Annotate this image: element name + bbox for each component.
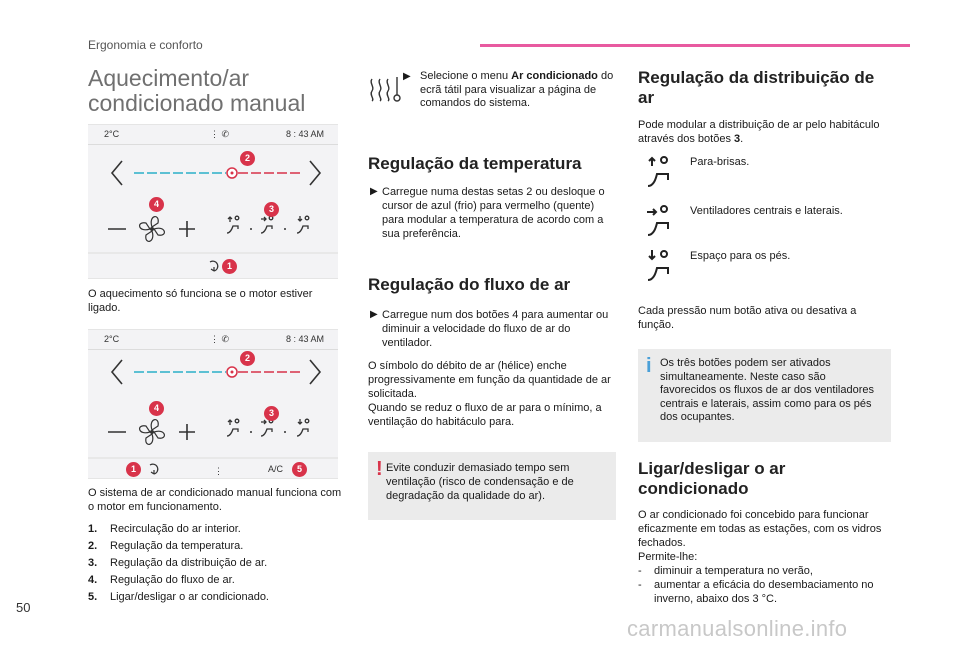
status-icons: ⋮ ✆ <box>210 334 230 344</box>
windshield-dist-icon <box>227 419 239 436</box>
legend-list <box>88 521 343 606</box>
temp-text: Carregue numa destas setas 2 ou desloque o cursor de azul (frio) para vermelho (quente) para modular a temperatura de acordo com a sua preferência. <box>382 186 605 240</box>
badge-2: 2 <box>240 151 255 166</box>
watermark: carmanualsonline.info <box>627 616 848 641</box>
status-icons: ⋮ ✆ <box>210 129 230 139</box>
dist-item-windshield: Para-brisas. <box>690 156 750 168</box>
info-icon: i <box>646 355 652 377</box>
status-temp: 2°C <box>104 334 120 344</box>
info-text: Os três botões podem ser ativados simultaneamente. Neste caso são favorecidos os fluxos de ar dos ventiladores centrais e laterais, assim como para os pés dos ocupantes. <box>660 357 875 423</box>
dist-item-feet: Espaço para os pés. <box>690 250 791 262</box>
screen1-controls <box>88 125 338 280</box>
feet-dist-icon <box>297 419 309 436</box>
select-menu-text: Selecione o menu Ar condicionado do ecrã tátil para visualizar a página de comandos do sistema. <box>420 70 614 109</box>
badge-4: 4 <box>149 401 164 416</box>
warning-icon: ! <box>376 458 383 480</box>
temp-right-arrow-icon <box>310 161 320 185</box>
legend-item: 2. Regulação da temperatura. <box>88 540 244 552</box>
bullet-icon: ▶ <box>403 71 411 82</box>
fan-icon <box>140 217 165 242</box>
badge-1: 1 <box>126 462 141 477</box>
feet-icon <box>646 250 680 284</box>
warning-box <box>368 452 616 520</box>
header-accent-bar <box>480 44 910 47</box>
flow-text: Carregue num dos botões 4 para aumentar ou diminuir a velocidade do fluxo de ar do ventilador. <box>382 309 609 349</box>
ac-para-1: O ar condicionado foi concebido para funcionar eficazmente em todas as estações, com os vidros fechados. <box>638 509 882 549</box>
badge-2: 2 <box>240 351 255 366</box>
vents-dist-icon <box>261 419 273 436</box>
climate-screen-ac <box>88 329 338 479</box>
badge-4: 4 <box>149 197 164 212</box>
screen2-controls <box>88 330 338 480</box>
temp-left-arrow-icon <box>112 161 122 185</box>
climate-menu-icon <box>368 75 408 103</box>
recirculation-icon <box>150 464 158 474</box>
warning-text: Evite conduzir demasiado tempo sem ventilação (risco de condensação e de degradação da qualidade do ar). <box>386 462 574 502</box>
dist-intro: Pode modular a distribuição de ar pelo habitáculo através dos botões 3. <box>638 119 880 145</box>
badge-3: 3 <box>264 202 279 217</box>
dist-item-vents: Ventiladores centrais e laterais. <box>690 205 843 217</box>
status-time: 8 : 43 AM <box>286 129 325 139</box>
caption-heating: O aquecimento só funciona se o motor estiver ligado. <box>88 288 313 314</box>
ac-para-2: Permite-lhe: <box>638 551 698 563</box>
status-time: 8 : 43 AM <box>286 334 325 344</box>
legend-item: 5. Ligar/desligar o ar condicionado. <box>88 591 269 603</box>
badge-5: 5 <box>292 462 307 477</box>
windshield-icon <box>646 156 680 190</box>
legend-item: 1. Recirculação do ar interior. <box>88 523 241 535</box>
temp-left-arrow-icon <box>112 360 122 384</box>
ac-list-item: - aumentar a eficácia do desembaciamento no inverno, abaixo dos 3 °C. <box>638 579 874 605</box>
vents-dist-icon <box>261 216 273 233</box>
flow-para-1: O símbolo do débito de ar (hélice) enche progressivamente em função da quantidade de ar solicitada. <box>368 360 611 400</box>
bullet-icon: ▶ <box>370 186 378 197</box>
temp-right-arrow-icon <box>310 360 320 384</box>
ac-list-item: - diminuir a temperatura no verão, <box>638 565 813 577</box>
vents-icon <box>646 205 680 239</box>
legend-item: 3. Regulação da distribuição de ar. <box>88 557 268 569</box>
badge-1: 1 <box>222 259 237 274</box>
status-temp: 2°C <box>104 129 120 139</box>
legend-item: 4. Regulação do fluxo de ar. <box>88 574 235 586</box>
ac-heading: Ligar/desligar o ar condicionado <box>638 459 786 498</box>
climate-screen-heating <box>88 124 338 279</box>
svg-text:⋮: ⋮ <box>214 466 223 476</box>
fan-icon <box>140 420 165 445</box>
fan-plus-icon <box>179 424 195 440</box>
flow-para-2: Quando se reduz o fluxo de ar para o mínimo, a ventilação do habitáculo para. <box>368 402 602 428</box>
feet-dist-icon <box>297 216 309 233</box>
press-text: Cada pressão num botão ativa ou desativa a função. <box>638 305 857 331</box>
page-title: Aquecimento/ar condicionado manual <box>88 65 306 116</box>
recirculation-icon <box>210 261 218 271</box>
page-number: 50 <box>16 600 31 615</box>
badge-3: 3 <box>264 406 279 421</box>
fan-plus-icon <box>179 221 195 237</box>
ac-label: A/C <box>268 464 284 474</box>
caption-ac: O sistema de ar condicionado manual funciona com o motor em funcionamento. <box>88 487 342 513</box>
windshield-dist-icon <box>227 216 239 233</box>
section-header: Ergonomia e conforto <box>88 38 203 52</box>
info-box <box>638 349 891 442</box>
dist-heading: Regulação da distribuição de ar <box>638 68 875 107</box>
temp-heading: Regulação da temperatura <box>368 154 582 173</box>
bullet-icon: ▶ <box>370 309 378 320</box>
flow-heading: Regulação do fluxo de ar <box>368 275 571 294</box>
